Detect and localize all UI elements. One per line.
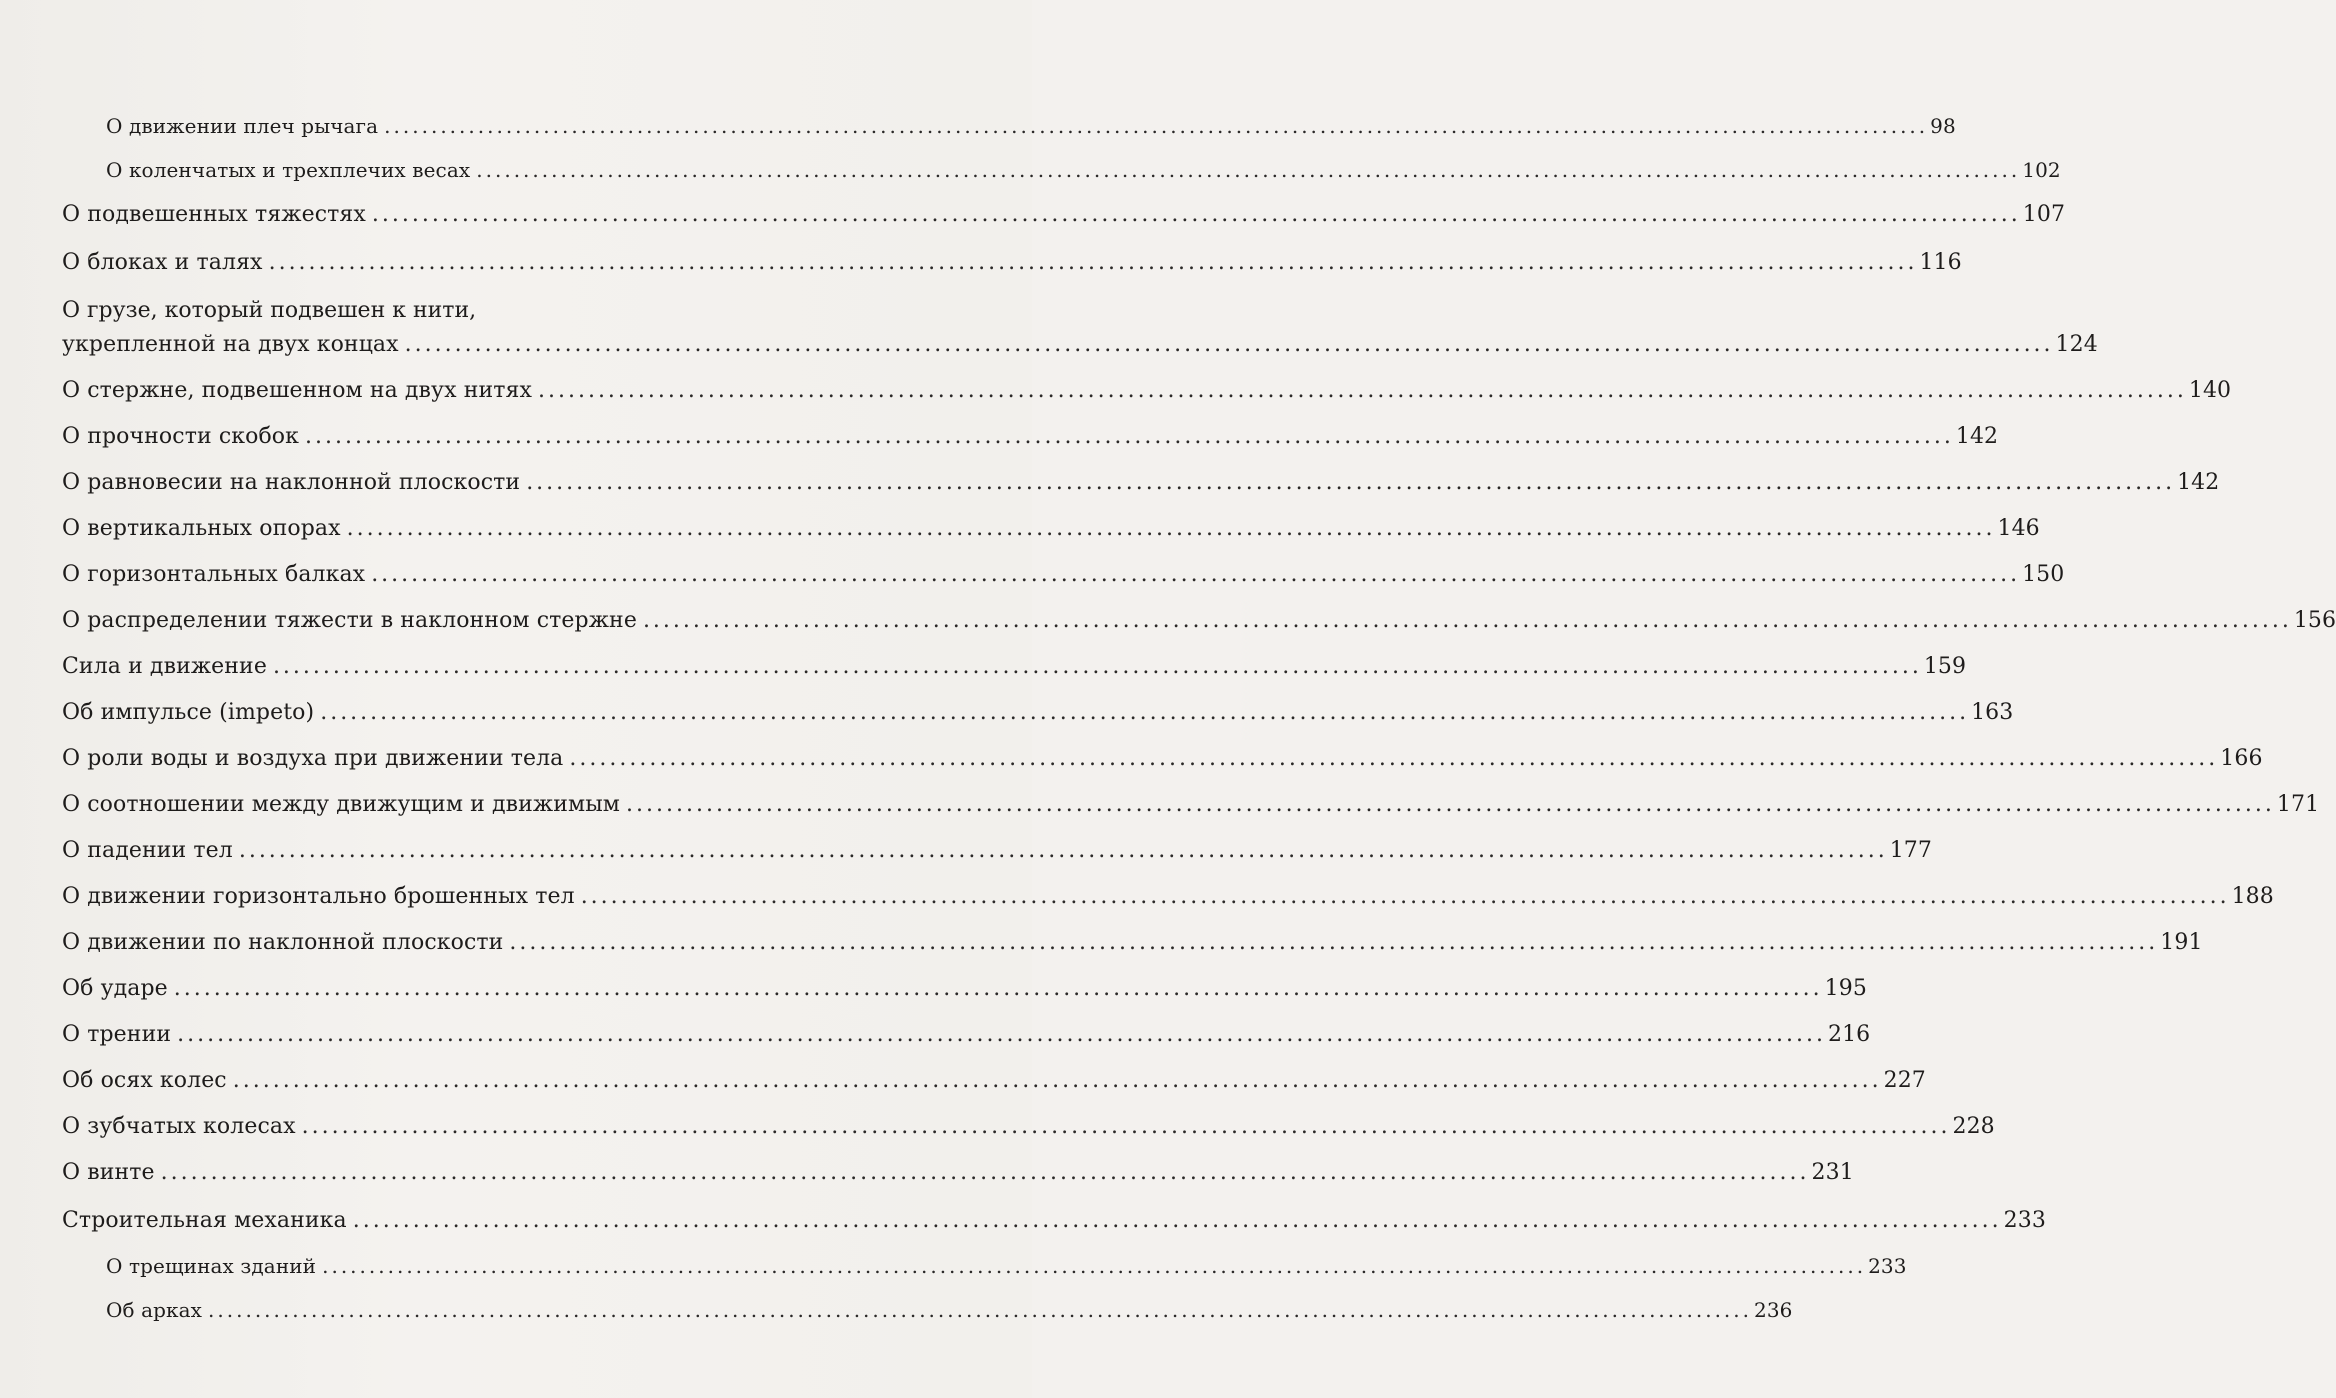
toc-leader-dots: ..................................................................................................................................................................... — [569, 746, 2219, 771]
toc-entry — [62, 700, 2014, 725]
toc-leader-dots: ..................................................................................................................................................................... — [371, 202, 2021, 227]
toc-entry-page: 177 — [1889, 838, 1932, 863]
toc-entry-page: 142 — [1955, 424, 1999, 449]
toc-leader-dots: ..................................................................................................................................................................... — [404, 332, 2054, 357]
toc-entry-title: О движении горизонтально брошенных тел — [62, 884, 575, 909]
toc-entry-title: Об осях колес — [62, 1068, 227, 1093]
toc-leader-dots: ..................................................................................................................................................................... — [268, 250, 1918, 275]
toc-entry — [62, 792, 2320, 817]
toc-entry — [62, 976, 1867, 1001]
toc-entry-page: 142 — [2177, 470, 2220, 495]
toc-leader-dots: ..................................................................................................................................................................... — [232, 1068, 1882, 1093]
toc-entry-title: О горизонтальных балках — [62, 562, 366, 587]
toc-entry-title: О соотношении между движущим и движимым — [62, 792, 621, 817]
toc-leader-dots: ..................................................................................................................................................................... — [208, 1298, 1753, 1322]
toc-entry — [62, 470, 2220, 495]
toc-entry-title: Об арках — [106, 1298, 203, 1322]
toc-entry-title: укрепленной на двух концах — [62, 332, 399, 357]
toc-leader-dots: ..................................................................................................................................................................... — [626, 792, 2275, 817]
toc-leader-dots: ..................................................................................................................................................................... — [304, 424, 1954, 449]
toc-entry-title: О прочности скобок — [62, 424, 299, 449]
toc-entry-page: 228 — [1952, 1114, 1995, 1139]
toc-entry — [62, 608, 2336, 633]
toc-entry — [62, 202, 2066, 227]
toc-entry-title: О стержне, подвешенном на двух нитях — [62, 378, 532, 403]
toc-entry-page: 233 — [1868, 1254, 1907, 1278]
toc-entry-page: 146 — [1997, 516, 2040, 541]
toc-leader-dots: ..................................................................................................................................................................... — [352, 1208, 2002, 1233]
toc-leader-dots: ..................................................................................................................................................................... — [580, 884, 2230, 909]
toc-leader-dots: ..................................................................................................................................................................... — [301, 1114, 1951, 1139]
toc-entry — [62, 562, 2065, 587]
toc-entry — [62, 1160, 1854, 1185]
toc-entry — [62, 1208, 2046, 1233]
toc-entry-page: 233 — [2003, 1208, 2046, 1233]
toc-entry-title: О коленчатых и трехплечих весах — [106, 158, 471, 182]
toc-entry-page: 236 — [1754, 1298, 1793, 1322]
toc-entry-title: О движении плеч рычага — [106, 114, 379, 138]
toc-entry-title: О падении тел — [62, 838, 233, 863]
toc-entry — [106, 1298, 1793, 1322]
toc-entry — [62, 838, 1932, 863]
toc-entry-title: Об импульсе (impeto) — [62, 700, 315, 725]
toc-entry-page: 159 — [1923, 654, 1967, 679]
toc-entry-title: О трении — [62, 1022, 172, 1047]
toc-entry — [62, 1068, 1926, 1093]
toc-leader-dots: ..................................................................................................................................................................... — [476, 158, 2021, 182]
toc-leader-dots: ..................................................................................................................................................................... — [346, 516, 1996, 541]
toc-entry-title: О трещинах зданий — [106, 1254, 317, 1278]
toc-entry-page: 156 — [2293, 608, 2336, 633]
toc-entry-page: 163 — [1971, 700, 2014, 725]
toc-entry-title: О движении по наклонной плоскости — [62, 930, 504, 955]
toc-leader-dots: ..................................................................................................................................................................... — [177, 1022, 1826, 1047]
toc-entry-page: 116 — [1919, 250, 1962, 275]
toc-entry-page: 98 — [1930, 114, 1956, 138]
toc-leader-dots: ..................................................................................................................................................................... — [384, 114, 1929, 138]
toc-entry-page: 191 — [2160, 930, 2203, 955]
toc-entry — [62, 1114, 1995, 1139]
toc-entry — [62, 884, 2274, 909]
toc-entry-page: 195 — [1824, 976, 1867, 1001]
toc-entry — [62, 654, 1967, 679]
toc-entry-page: 231 — [1811, 1160, 1854, 1185]
toc-leader-dots: ..................................................................................................................................................................... — [537, 378, 2187, 403]
toc-entry-title: Сила и движение — [62, 654, 267, 679]
toc-entry-page: 124 — [2055, 332, 2098, 357]
toc-entry — [62, 746, 2263, 771]
toc-entry — [106, 114, 1956, 138]
toc-entry-page: 188 — [2231, 884, 2274, 909]
toc-entry-page: 216 — [1827, 1022, 1871, 1047]
toc-leader-dots: ..................................................................................................................................................................... — [322, 1254, 1867, 1278]
toc-entry-title: О блоках и талях — [62, 250, 263, 275]
toc-leader-dots: ..................................................................................................................................................................... — [526, 470, 2176, 495]
toc-entry — [62, 378, 2232, 403]
toc-entry-multiline — [62, 298, 972, 323]
toc-entry — [62, 930, 2203, 955]
toc-entry-page: 227 — [1883, 1068, 1926, 1093]
toc-entry — [62, 332, 2098, 357]
toc-leader-dots: ..................................................................................................................................................................... — [173, 976, 1823, 1001]
toc-entry-page: 140 — [2188, 378, 2232, 403]
toc-entry-title: О винте — [62, 1160, 155, 1185]
toc-entry-page: 171 — [2276, 792, 2320, 817]
toc-entry-title: О вертикальных опорах — [62, 516, 341, 541]
toc-entry-page: 102 — [2022, 158, 2061, 182]
toc-entry-page: 150 — [2022, 562, 2065, 587]
toc-leader-dots: ..................................................................................................................................................................... — [371, 562, 2021, 587]
toc-entry — [62, 516, 2040, 541]
toc-entry-page: 166 — [2220, 746, 2263, 771]
toc-entry — [62, 424, 1999, 449]
toc-entry-title: О роли воды и воздуха при движении тела — [62, 746, 564, 771]
toc-leader-dots: ..................................................................................................................................................................... — [509, 930, 2159, 955]
toc-leader-dots: ..................................................................................................................................................................... — [320, 700, 1970, 725]
toc-leader-dots: ..................................................................................................................................................................... — [238, 838, 1888, 863]
toc-entry-title: Об ударе — [62, 976, 168, 1001]
toc-entry-title: Строительная механика — [62, 1208, 347, 1233]
toc-entry-title: О зубчатых колесах — [62, 1114, 296, 1139]
toc-entry-title: О распределении тяжести в наклонном стержне — [62, 608, 637, 633]
toc-entry — [106, 158, 2061, 182]
toc-entry — [62, 1022, 1871, 1047]
toc-entry — [62, 250, 1962, 275]
toc-entry — [106, 1254, 1907, 1278]
toc-leader-dots: ..................................................................................................................................................................... — [160, 1160, 1810, 1185]
toc-entry-title: О подвешенных тяжестях — [62, 202, 366, 227]
toc-entry-title-line1: О грузе, который подвешен к нити, — [62, 298, 477, 323]
toc-leader-dots: ..................................................................................................................................................................... — [642, 608, 2292, 633]
toc-leader-dots: ..................................................................................................................................................................... — [272, 654, 1922, 679]
toc-entry-page: 107 — [2022, 202, 2066, 227]
toc-entry-title: О равновесии на наклонной плоскости — [62, 470, 521, 495]
